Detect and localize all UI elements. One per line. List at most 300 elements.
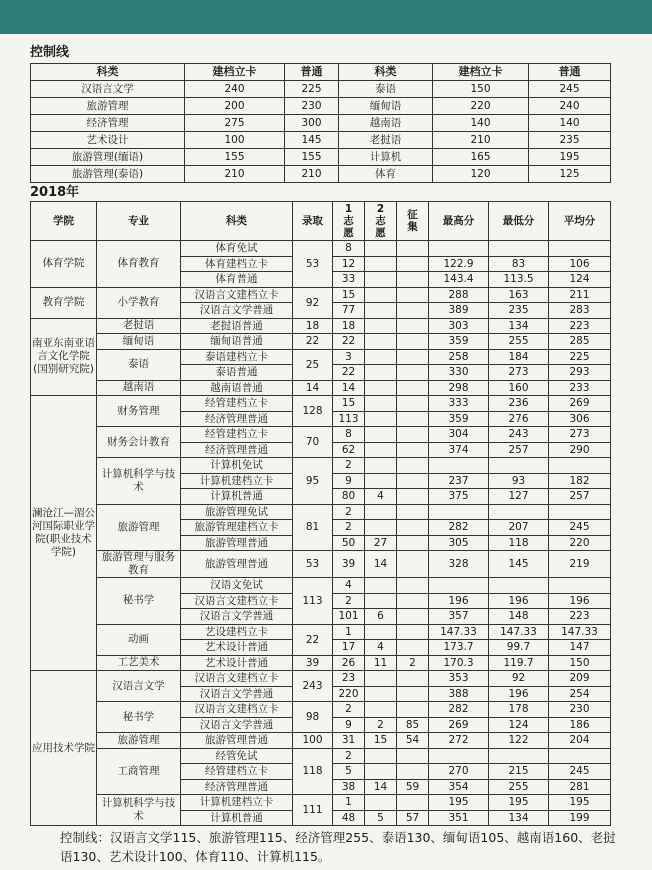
table-row: [31, 241, 611, 257]
table-cell: 220: [433, 98, 529, 115]
table-row: [31, 287, 611, 303]
avg-score-cell: 147.33: [549, 624, 611, 640]
second-choice-cell: [365, 318, 397, 334]
first-choice-cell: 9: [333, 717, 365, 733]
table-cell: 140: [433, 115, 529, 132]
table-cell: 210: [285, 166, 339, 183]
category-cell: 汉语言文建档立卡: [181, 593, 293, 609]
avg-score-cell: [549, 504, 611, 520]
table-cell: 240: [529, 98, 611, 115]
control-section-title: 控制线: [30, 45, 70, 60]
avg-score-cell: [549, 241, 611, 257]
solicit-cell: [397, 609, 429, 625]
admit-count-cell: 128: [293, 396, 333, 427]
category-cell: 汉语文免试: [181, 578, 293, 594]
admit-count-cell: 100: [293, 733, 333, 749]
table-cell: 210: [185, 166, 285, 183]
min-score-cell: [489, 748, 549, 764]
second-choice-cell: [365, 702, 397, 718]
category-cell: 经管建档立卡: [181, 396, 293, 412]
second-choice-cell: 11: [365, 655, 397, 671]
second-choice-cell: [365, 256, 397, 272]
column-header: 普通: [529, 64, 611, 81]
first-choice-cell: 2: [333, 458, 365, 474]
college-cell: 教育学院: [31, 287, 97, 318]
category-cell: 计算机普通: [181, 810, 293, 826]
avg-score-cell: 223: [549, 609, 611, 625]
max-score-cell: 359: [429, 411, 489, 427]
max-score-cell: 196: [429, 593, 489, 609]
second-choice-cell: [365, 303, 397, 319]
solicit-cell: [397, 748, 429, 764]
solicit-cell: [397, 241, 429, 257]
max-score-cell: 389: [429, 303, 489, 319]
second-choice-cell: [365, 624, 397, 640]
min-score-cell: 127: [489, 489, 549, 505]
category-cell: 计算机建档立卡: [181, 795, 293, 811]
table-row: [31, 149, 611, 166]
category-cell: 旅游管理普通: [181, 733, 293, 749]
first-choice-cell: 2: [333, 504, 365, 520]
max-score-cell: [429, 578, 489, 594]
min-score-cell: 163: [489, 287, 549, 303]
college-cell: 南亚东南亚语言文化学院(国别研究院): [31, 318, 97, 396]
admit-count-cell: 92: [293, 287, 333, 318]
category-cell: 体育普通: [181, 272, 293, 288]
max-score-cell: 237: [429, 473, 489, 489]
table-cell: 240: [185, 81, 285, 98]
category-cell: 汉语言文建档立卡: [181, 671, 293, 687]
first-choice-cell: 18: [333, 318, 365, 334]
first-choice-cell: 31: [333, 733, 365, 749]
min-score-cell: 184: [489, 349, 549, 365]
admit-count-cell: 111: [293, 795, 333, 826]
admit-count-cell: 118: [293, 748, 333, 795]
second-choice-cell: [365, 795, 397, 811]
category-cell: 艺术设计普通: [181, 655, 293, 671]
first-choice-cell: 2: [333, 702, 365, 718]
solicit-cell: [397, 624, 429, 640]
avg-score-cell: 245: [549, 764, 611, 780]
table-cell: 195: [529, 149, 611, 166]
table-cell: 145: [285, 132, 339, 149]
category-cell: 体育建档立卡: [181, 256, 293, 272]
second-choice-cell: [365, 365, 397, 381]
min-score-cell: 207: [489, 520, 549, 536]
solicit-cell: [397, 365, 429, 381]
min-score-cell: 215: [489, 764, 549, 780]
column-header: 录取: [293, 202, 333, 241]
min-score-cell: 99.7: [489, 640, 549, 656]
major-cell: 计算机科学与技术: [97, 795, 181, 826]
max-score-cell: 304: [429, 427, 489, 443]
avg-score-cell: 106: [549, 256, 611, 272]
solicit-cell: 57: [397, 810, 429, 826]
solicit-cell: [397, 535, 429, 551]
major-cell: 老挝语: [97, 318, 181, 334]
avg-score-cell: 220: [549, 535, 611, 551]
avg-score-cell: 245: [549, 520, 611, 536]
major-cell: 越南语: [97, 380, 181, 396]
min-score-cell: 160: [489, 380, 549, 396]
min-score-cell: 195: [489, 795, 549, 811]
max-score-cell: 272: [429, 733, 489, 749]
min-score-cell: 83: [489, 256, 549, 272]
max-score-cell: [429, 241, 489, 257]
min-score-cell: 134: [489, 810, 549, 826]
first-choice-cell: 8: [333, 427, 365, 443]
max-score-cell: 354: [429, 779, 489, 795]
max-score-cell: 351: [429, 810, 489, 826]
solicit-cell: [397, 489, 429, 505]
first-choice-cell: 38: [333, 779, 365, 795]
second-choice-cell: 15: [365, 733, 397, 749]
control-line-table: [30, 63, 611, 183]
major-cell: 秘书学: [97, 578, 181, 625]
first-choice-cell: 5: [333, 764, 365, 780]
first-choice-cell: 1: [333, 795, 365, 811]
solicit-cell: [397, 473, 429, 489]
first-choice-cell: 220: [333, 686, 365, 702]
avg-score-cell: 233: [549, 380, 611, 396]
second-choice-cell: [365, 473, 397, 489]
table-cell: 艺术设计: [31, 132, 185, 149]
table-row: [31, 458, 611, 474]
min-score-cell: 255: [489, 779, 549, 795]
table-cell: 200: [185, 98, 285, 115]
table-cell: 150: [433, 81, 529, 98]
major-cell: 缅甸语: [97, 334, 181, 350]
table-cell: 225: [285, 81, 339, 98]
first-choice-cell: 15: [333, 396, 365, 412]
max-score-cell: 328: [429, 551, 489, 578]
max-score-cell: 388: [429, 686, 489, 702]
second-choice-cell: [365, 334, 397, 350]
max-score-cell: 195: [429, 795, 489, 811]
avg-score-cell: 230: [549, 702, 611, 718]
solicit-cell: [397, 640, 429, 656]
first-choice-cell: 4: [333, 578, 365, 594]
avg-score-cell: 196: [549, 593, 611, 609]
solicit-cell: [397, 578, 429, 594]
max-score-cell: 359: [429, 334, 489, 350]
second-choice-cell: [365, 442, 397, 458]
admit-count-cell: 25: [293, 349, 333, 380]
second-choice-cell: [365, 504, 397, 520]
major-cell: 旅游管理: [97, 504, 181, 551]
major-cell: 泰语: [97, 349, 181, 380]
column-header: 平均分: [549, 202, 611, 241]
min-score-cell: 255: [489, 334, 549, 350]
solicit-cell: 2: [397, 655, 429, 671]
max-score-cell: 298: [429, 380, 489, 396]
table-row: [31, 504, 611, 520]
avg-score-cell: 219: [549, 551, 611, 578]
table-cell: 泰语: [339, 81, 433, 98]
major-cell: 工艺美术: [97, 655, 181, 671]
second-choice-cell: 2: [365, 717, 397, 733]
column-header: 科类: [31, 64, 185, 81]
second-choice-cell: [365, 686, 397, 702]
table-row: [31, 396, 611, 412]
column-header: 征集: [397, 202, 429, 241]
avg-score-cell: 199: [549, 810, 611, 826]
college-cell: 应用技术学院: [31, 671, 97, 826]
first-choice-cell: 26: [333, 655, 365, 671]
second-choice-cell: [365, 287, 397, 303]
max-score-cell: 282: [429, 702, 489, 718]
avg-score-cell: 147: [549, 640, 611, 656]
admit-count-cell: 53: [293, 551, 333, 578]
first-choice-cell: 2: [333, 748, 365, 764]
avg-score-cell: [549, 458, 611, 474]
avg-score-cell: 306: [549, 411, 611, 427]
solicit-cell: [397, 593, 429, 609]
table-row: [31, 702, 611, 718]
second-choice-cell: 14: [365, 779, 397, 795]
first-choice-cell: 101: [333, 609, 365, 625]
max-score-cell: 143.4: [429, 272, 489, 288]
min-score-cell: 93: [489, 473, 549, 489]
category-cell: 计算机免试: [181, 458, 293, 474]
column-header: 2志愿: [365, 202, 397, 241]
table-cell: 计算机: [339, 149, 433, 166]
table-cell: 210: [433, 132, 529, 149]
table-row: [31, 132, 611, 149]
column-header: 建档立卡: [185, 64, 285, 81]
category-cell: 艺设建档立卡: [181, 624, 293, 640]
category-cell: 泰语普通: [181, 365, 293, 381]
table-cell: 275: [185, 115, 285, 132]
table-row: [31, 334, 611, 350]
avg-score-cell: 124: [549, 272, 611, 288]
category-cell: 汉语言文学普通: [181, 686, 293, 702]
main-section-title: 2018年: [30, 185, 80, 200]
first-choice-cell: 80: [333, 489, 365, 505]
max-score-cell: 147.33: [429, 624, 489, 640]
table-row: [31, 81, 611, 98]
column-header: 专业: [97, 202, 181, 241]
second-choice-cell: [365, 578, 397, 594]
category-cell: 汉语言文建档立卡: [181, 287, 293, 303]
solicit-cell: [397, 380, 429, 396]
avg-score-cell: 293: [549, 365, 611, 381]
major-cell: 财务管理: [97, 396, 181, 427]
column-header: 最低分: [489, 202, 549, 241]
table-cell: 235: [529, 132, 611, 149]
table-cell: 120: [433, 166, 529, 183]
admit-count-cell: 81: [293, 504, 333, 551]
min-score-cell: 276: [489, 411, 549, 427]
major-cell: 动画: [97, 624, 181, 655]
min-score-cell: 196: [489, 686, 549, 702]
table-row: [31, 748, 611, 764]
first-choice-cell: 9: [333, 473, 365, 489]
table-row: [31, 380, 611, 396]
major-cell: 计算机科学与技术: [97, 458, 181, 505]
solicit-cell: [397, 702, 429, 718]
solicit-cell: [397, 520, 429, 536]
table-cell: 165: [433, 149, 529, 166]
table-row: [31, 733, 611, 749]
avg-score-cell: 283: [549, 303, 611, 319]
min-score-cell: 145: [489, 551, 549, 578]
first-choice-cell: 113: [333, 411, 365, 427]
min-score-cell: [489, 504, 549, 520]
avg-score-cell: 223: [549, 318, 611, 334]
avg-score-cell: 273: [549, 427, 611, 443]
table-row: [31, 624, 611, 640]
avg-score-cell: 186: [549, 717, 611, 733]
second-choice-cell: [365, 748, 397, 764]
max-score-cell: 375: [429, 489, 489, 505]
second-choice-cell: [365, 241, 397, 257]
admit-count-cell: 113: [293, 578, 333, 625]
column-header: 普通: [285, 64, 339, 81]
category-cell: 经管建档立卡: [181, 764, 293, 780]
admit-count-cell: 243: [293, 671, 333, 702]
min-score-cell: 236: [489, 396, 549, 412]
column-header: 科类: [339, 64, 433, 81]
table-cell: 230: [285, 98, 339, 115]
college-cell: 体育学院: [31, 241, 97, 288]
first-choice-cell: 2: [333, 593, 365, 609]
second-choice-cell: [365, 671, 397, 687]
max-score-cell: [429, 504, 489, 520]
solicit-cell: [397, 334, 429, 350]
table-cell: 155: [285, 149, 339, 166]
avg-score-cell: 209: [549, 671, 611, 687]
first-choice-cell: 17: [333, 640, 365, 656]
first-choice-cell: 62: [333, 442, 365, 458]
admit-count-cell: 22: [293, 624, 333, 655]
table-cell: 经济管理: [31, 115, 185, 132]
min-score-cell: 235: [489, 303, 549, 319]
min-score-cell: [489, 241, 549, 257]
table-cell: 旅游管理(缅语): [31, 149, 185, 166]
table-row: [31, 795, 611, 811]
max-score-cell: 357: [429, 609, 489, 625]
column-header: 1志愿: [333, 202, 365, 241]
second-choice-cell: [365, 396, 397, 412]
solicit-cell: [397, 349, 429, 365]
solicit-cell: [397, 396, 429, 412]
table-cell: 越南语: [339, 115, 433, 132]
min-score-cell: 196: [489, 593, 549, 609]
avg-score-cell: 269: [549, 396, 611, 412]
admit-count-cell: 98: [293, 702, 333, 733]
second-choice-cell: [365, 593, 397, 609]
category-cell: 越南语普通: [181, 380, 293, 396]
table-cell: 100: [185, 132, 285, 149]
admit-count-cell: 18: [293, 318, 333, 334]
column-header: 科类: [181, 202, 293, 241]
avg-score-cell: 290: [549, 442, 611, 458]
avg-score-cell: 211: [549, 287, 611, 303]
category-cell: 旅游管理普通: [181, 551, 293, 578]
max-score-cell: 353: [429, 671, 489, 687]
first-choice-cell: 48: [333, 810, 365, 826]
avg-score-cell: 285: [549, 334, 611, 350]
max-score-cell: 374: [429, 442, 489, 458]
max-score-cell: 333: [429, 396, 489, 412]
second-choice-cell: 4: [365, 640, 397, 656]
table-cell: 140: [529, 115, 611, 132]
min-score-cell: 147.33: [489, 624, 549, 640]
table-row: [31, 318, 611, 334]
solicit-cell: [397, 303, 429, 319]
admission-scores-table: [30, 201, 611, 826]
column-header: 最高分: [429, 202, 489, 241]
admit-count-cell: 22: [293, 334, 333, 350]
major-cell: 旅游管理: [97, 733, 181, 749]
category-cell: 经济管理普通: [181, 411, 293, 427]
major-cell: 工商管理: [97, 748, 181, 795]
max-score-cell: 258: [429, 349, 489, 365]
first-choice-cell: 15: [333, 287, 365, 303]
second-choice-cell: [365, 458, 397, 474]
first-choice-cell: 12: [333, 256, 365, 272]
second-choice-cell: [365, 427, 397, 443]
first-choice-cell: 1: [333, 624, 365, 640]
major-cell: 体育教育: [97, 241, 181, 288]
table-cell: 缅甸语: [339, 98, 433, 115]
max-score-cell: 173.7: [429, 640, 489, 656]
avg-score-cell: 182: [549, 473, 611, 489]
min-score-cell: 92: [489, 671, 549, 687]
table-row: [31, 655, 611, 671]
solicit-cell: 54: [397, 733, 429, 749]
max-score-cell: [429, 458, 489, 474]
admit-count-cell: 53: [293, 241, 333, 288]
max-score-cell: 305: [429, 535, 489, 551]
table-cell: 汉语言文学: [31, 81, 185, 98]
max-score-cell: 303: [429, 318, 489, 334]
min-score-cell: 118: [489, 535, 549, 551]
min-score-cell: 134: [489, 318, 549, 334]
table-cell: 老挝语: [339, 132, 433, 149]
table-row: [31, 427, 611, 443]
category-cell: 艺术设计普通: [181, 640, 293, 656]
solicit-cell: [397, 795, 429, 811]
solicit-cell: 85: [397, 717, 429, 733]
solicit-cell: [397, 287, 429, 303]
admit-count-cell: 39: [293, 655, 333, 671]
table-cell: 旅游管理: [31, 98, 185, 115]
major-cell: 财务会计教育: [97, 427, 181, 458]
category-cell: 汉语言文学普通: [181, 717, 293, 733]
table-row: [31, 671, 611, 687]
column-header: 学院: [31, 202, 97, 241]
avg-score-cell: 281: [549, 779, 611, 795]
second-choice-cell: [365, 380, 397, 396]
avg-score-cell: [549, 578, 611, 594]
first-choice-cell: 33: [333, 272, 365, 288]
min-score-cell: 243: [489, 427, 549, 443]
first-choice-cell: 22: [333, 365, 365, 381]
max-score-cell: 330: [429, 365, 489, 381]
solicit-cell: [397, 411, 429, 427]
first-choice-cell: 3: [333, 349, 365, 365]
second-choice-cell: 5: [365, 810, 397, 826]
category-cell: 经管建档立卡: [181, 427, 293, 443]
category-cell: 汉语言文学普通: [181, 303, 293, 319]
category-cell: 旅游管理免试: [181, 504, 293, 520]
solicit-cell: [397, 458, 429, 474]
min-score-cell: 148: [489, 609, 549, 625]
solicit-cell: [397, 442, 429, 458]
category-cell: 汉语言文学普通: [181, 609, 293, 625]
